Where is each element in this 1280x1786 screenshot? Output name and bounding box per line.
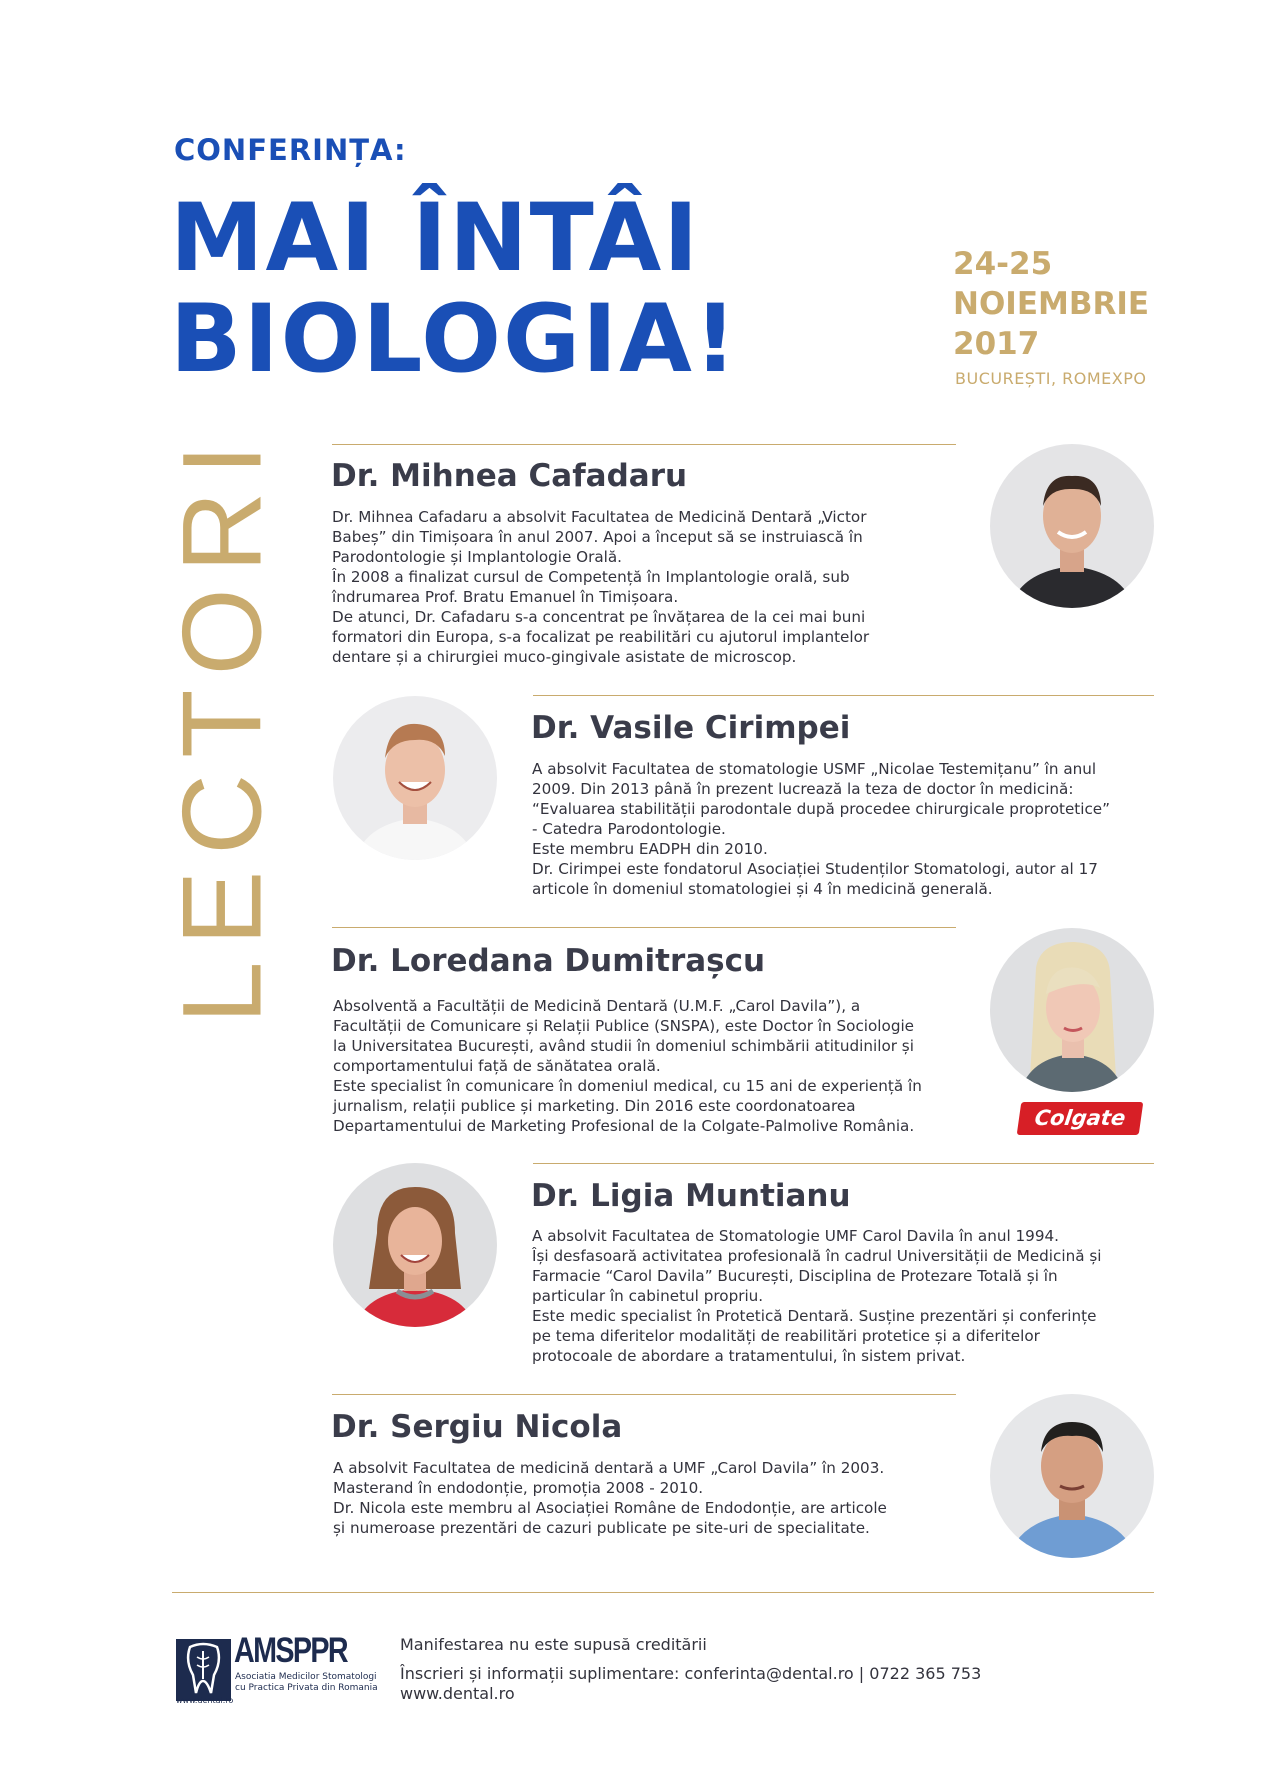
bio-line: Își desfasoară activitatea profesională în cadrul Universității de Medicină și [532, 1247, 1102, 1265]
bio-line: Masterand în endodonție, promoția 2008 - 2010. [333, 1479, 704, 1497]
amsppr-logo-subtitle [235, 1672, 378, 1694]
bio-line: Dr. Cirimpei este fondatorul Asociației Studenților Stomatologi, autor al 17 [532, 860, 1098, 878]
bio-line: comportamentului față de sănătatea orală. [333, 1057, 661, 1075]
bio-line: Facultății de Comunicare și Relații Publice (SNSPA), este Doctor în Sociologie [333, 1017, 915, 1035]
amsppr-logo-url: www.dental.ro [176, 1696, 234, 1705]
divider [332, 444, 956, 445]
bio-line: și numeroase prezentări de cazuri publicate pe site-uri de specialitate. [333, 1519, 870, 1537]
bio-line: A absolvit Facultatea de stomatologie USMF „Nicolae Testemițanu” în anul [532, 760, 1097, 778]
speaker-name: Dr. Vasile Cirimpei [531, 710, 851, 746]
speaker-bio [332, 507, 932, 667]
bio-line: Este specialist în comunicare în domeniul medical, cu 15 ani de experiență în [333, 1077, 922, 1095]
bio-line: Este membru EADPH din 2010. [532, 840, 768, 858]
bio-line: Babeș” din Timișoara în anul 2007. Apoi a început să se instruiască în [332, 528, 863, 546]
conference-title [170, 184, 739, 394]
date-days: 24-25 [953, 246, 1053, 282]
bio-line: - Catedra Parodontologie. [532, 820, 726, 838]
bio-line: Farmacie “Carol Davila” București, Disciplina de Protezare Totală și în [532, 1267, 1058, 1285]
bio-line: În 2008 a finalizat cursul de Competență în Implantologie orală, sub [332, 568, 850, 586]
bio-line: Dr. Nicola este membru al Asociației Române de Endodonție, are articole [333, 1499, 887, 1517]
bio-line: Departamentului de Marketing Profesional de la Colgate-Palmolive România. [333, 1117, 915, 1135]
bio-line: 2009. Din 2013 până în prezent lucrează la teza de doctor în medicină: [532, 780, 1074, 798]
title-line-1: MAI ÎNTÂI [170, 184, 701, 293]
bio-line: la Universitatea București, având studii în domeniul schimbării atitudinilor și [333, 1037, 914, 1055]
speaker-bio [532, 1226, 1154, 1366]
bio-line: dentare și a chirurgiei muco-gingivale asistate de microscop. [332, 648, 797, 666]
bio-line: protocoale de abordare a tratamentului, în sistem privat. [532, 1347, 966, 1365]
divider [332, 927, 956, 928]
bio-line: particular în cabinetul propriu. [532, 1287, 764, 1305]
bio-line: formatori din Europa, s-a focalizat pe reabilitări cu ajutorul implantelor [332, 628, 870, 646]
speaker-photo [990, 1394, 1154, 1558]
crediting-note: Manifestarea nu este supusă creditării [400, 1635, 707, 1654]
bio-line: Este medic specialist în Protetică Dentară. Susține prezentări și conferințe [532, 1307, 1097, 1325]
bio-line: îndrumarea Prof. Bratu Emanuel în Timișoara. [332, 588, 679, 606]
amsppr-logo-icon [176, 1639, 231, 1701]
speaker-name: Dr. Loredana Dumitrașcu [331, 943, 766, 979]
bio-line: De atunci, Dr. Cafadaru s-a concentrat pe învățarea de la cei mai buni [332, 608, 866, 626]
speaker-photo [333, 1163, 497, 1327]
side-label-wrap [159, 428, 285, 1024]
bio-line: Parodontologie și Implantologie Orală. [332, 548, 623, 566]
speaker-name: Dr. Mihnea Cafadaru [331, 458, 688, 494]
bio-line: “Evaluarea stabilității parodontale după procedee chirurgicale proprotetice” [532, 800, 1111, 818]
speaker-bio [532, 759, 1154, 899]
date-year: 2017 [953, 326, 1040, 362]
amsppr-logo-title: AMSPPR [234, 1631, 347, 1670]
side-label: LECTORI [159, 428, 285, 1024]
event-date [953, 244, 1149, 364]
speaker-bio [333, 1458, 953, 1538]
divider [533, 1163, 1154, 1164]
divider [533, 695, 1154, 696]
date-month: NOIEMBRIE [953, 286, 1150, 322]
footer-divider [172, 1592, 1154, 1593]
speaker-photo [990, 928, 1154, 1092]
bio-line: articole în domeniul stomatologiei și 4 în medicină generală. [532, 880, 993, 898]
colgate-logo: Colgate [1017, 1102, 1144, 1135]
contact-info: Înscrieri și informații suplimentare: conferinta@dental.ro | 0722 365 753 [400, 1664, 982, 1683]
website-link[interactable]: www.dental.ro [400, 1684, 515, 1703]
bio-line: jurnalism, relații publice și marketing. Din 2016 este coordonatoarea [333, 1097, 856, 1115]
divider [332, 1394, 956, 1395]
bio-line: pe tema diferitelor modalități de reabilitări protetice și a diferitelor [532, 1327, 1040, 1345]
speaker-photo [990, 444, 1154, 608]
bio-line: A absolvit Facultatea de Stomatologie UMF Carol Davila în anul 1994. [532, 1227, 1059, 1245]
bio-line: Dr. Mihnea Cafadaru a absolvit Facultatea de Medicină Dentară „Victor [332, 508, 867, 526]
title-line-2: BIOLOGIA! [170, 285, 739, 394]
speaker-name: Dr. Ligia Muntianu [531, 1178, 851, 1214]
conference-label: CONFERINȚA: [174, 133, 407, 167]
logo-subtitle-line: Asociatia Medicilor Stomatologi [235, 1672, 377, 1682]
speaker-bio [333, 996, 973, 1136]
speaker-photo [333, 696, 497, 860]
bio-line: A absolvit Facultatea de medicină dentară a UMF „Carol Davila” în 2003. [333, 1459, 885, 1477]
event-venue: BUCUREȘTI, ROMEXPO [955, 369, 1147, 388]
logo-subtitle-line: cu Practica Privata din Romania [235, 1683, 378, 1693]
bio-line: Absolventă a Facultății de Medicină Dentară (U.M.F. „Carol Davila”), a [333, 997, 861, 1015]
speaker-name: Dr. Sergiu Nicola [331, 1409, 623, 1445]
